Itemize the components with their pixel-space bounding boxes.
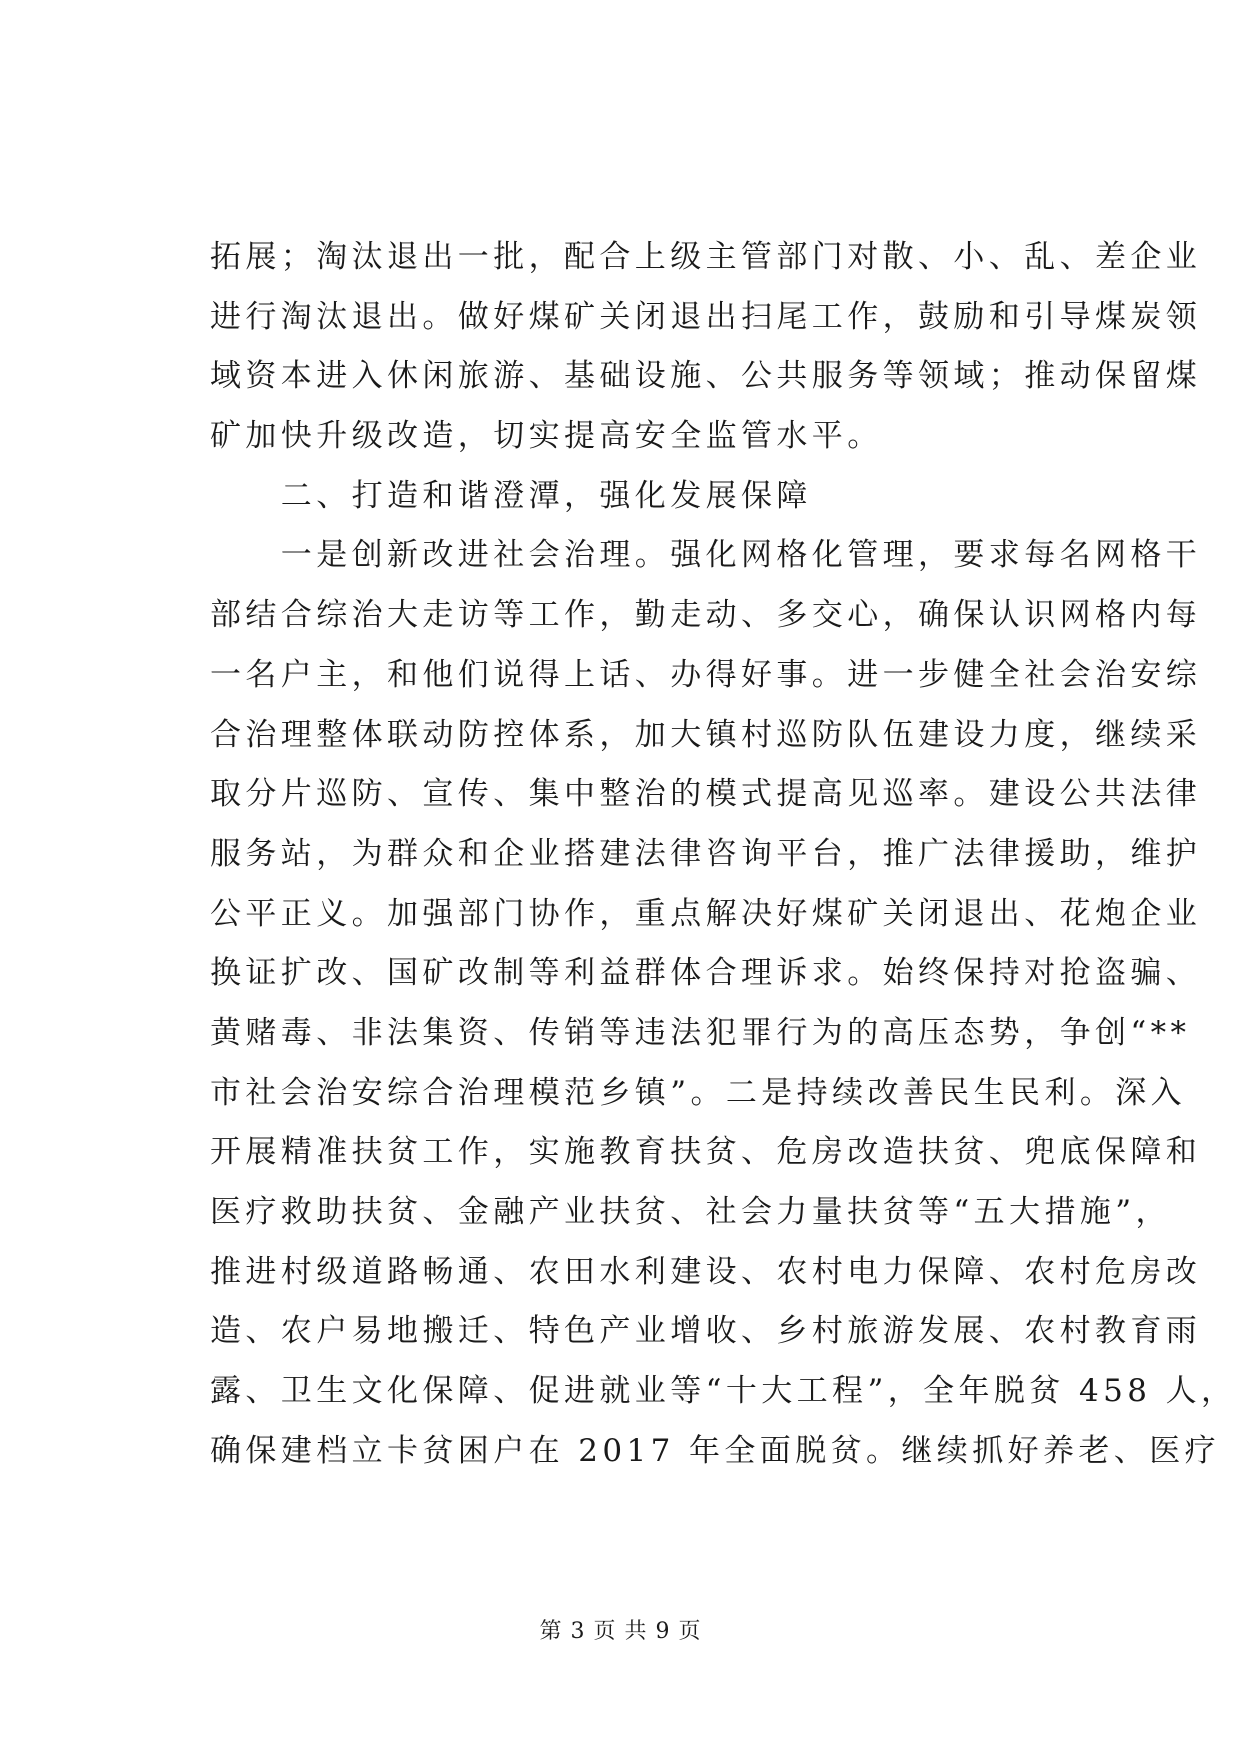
text-line: 黄赌毒、非法集资、传销等违法犯罪行为的高压态势，争创“** [210,1014,1191,1051]
text-line: 域资本进入休闲旅游、基础设施、公共服务等领域；推动保留煤 [210,358,1202,395]
text-line: 合治理整体联动防控体系，加大镇村巡防队伍建设力度，继续采 [210,716,1202,753]
page-number-footer: 第 3 页 共 9 页 [539,1619,702,1644]
text-line: 拓展；淘汰退出一批，配合上级主管部门对散、小、乱、差企业 [210,239,1202,275]
text-line: 露、卫生文化保障、促进就业等“十大工程”，全年脱贫 458 人， [210,1373,1237,1410]
text-line: 一名户主，和他们说得上话、办得好事。进一步健全社会治安综 [210,656,1202,693]
text-line: 服务站，为群众和企业搭建法律咨询平台，推广法律援助，维护 [210,835,1202,872]
text-line: 开展精准扶贫工作，实施教育扶贫、危房改造扶贫、兜底保障和 [210,1134,1202,1171]
text-line: 公平正义。加强部门协作，重点解决好煤矿关闭退出、花炮企业 [210,895,1202,932]
text-line: 一是创新改进社会治理。强化网格化管理，要求每名网格干 [210,537,1202,574]
text-line: 造、农户易地搬迁、特色产业增收、乡村旅游发展、农村教育雨 [210,1313,1202,1350]
body-text [210,228,1237,1481]
text-line: 推进村级道路畅通、农田水利建设、农村电力保障、农村危房改 [210,1253,1202,1290]
text-line: 确保建档立卡贫困户在 2017 年全面脱贫。继续抓好养老、医疗 [210,1432,1220,1469]
section-heading: 二、打造和谐澄潭，强化发展保障 [210,477,812,514]
text-line: 医疗救助扶贫、金融产业扶贫、社会力量扶贫等“五大措施”， [210,1194,1171,1230]
text-line: 矿加快升级改造，切实提高安全监管水平。 [210,418,883,455]
text-line: 部结合综治大走访等工作，勤走动、多交心，确保认识网格内每 [210,597,1202,634]
text-line: 换证扩改、国矿改制等利益群体合理诉求。始终保持对抢盗骗、 [210,955,1202,992]
text-line: 市社会治安综合治理模范乡镇”。二是持续改善民生民利。深入 [210,1074,1187,1111]
text-line: 进行淘汰退出。做好煤矿关闭退出扫尾工作，鼓励和引导煤炭领 [210,298,1202,335]
text-line: 取分片巡防、宣传、集中整治的模式提高见巡率。建设公共法律 [210,776,1202,813]
